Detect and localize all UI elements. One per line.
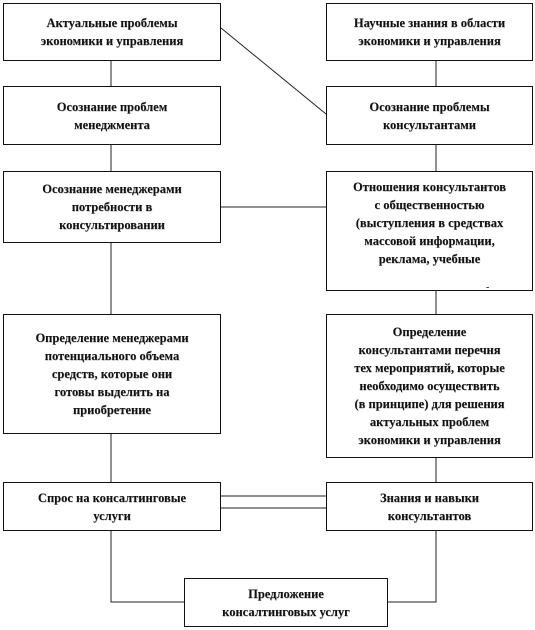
stray-tick-mark: - xyxy=(486,282,490,293)
connector-diagonal xyxy=(221,28,326,114)
box-economic-problems: Актуальные проблемы экономики и управления xyxy=(3,3,221,61)
connector-demand-offer xyxy=(111,531,184,602)
box-consulting-demand: Спрос на консалтинговые услуги xyxy=(3,482,221,531)
box-consultant-awareness: Осознание проблемы консультантами xyxy=(326,86,533,145)
connector-skills-offer xyxy=(388,531,436,602)
box-consulting-offer: Предложение консалтинговых услуг xyxy=(184,578,388,627)
box-budget-volume: Определение менеджерами потенциального объема средств, которые они готовы выделить на приобретение xyxy=(3,314,221,434)
box-consulting-need: Осознание менеджерами потребности в консультировании xyxy=(3,171,221,243)
box-public-relations: Отношения консультантов с общественностью (выступления в средствах массовой информации, реклама, учебные xyxy=(326,171,533,291)
box-consultant-skills: Знания и навыки консультантов xyxy=(326,482,533,531)
box-measures-list: Определение консультантами перечня тех мероприятий, которые необходимо осуществить (в принципе) для решения актуальных проблем экономики и управления xyxy=(326,314,533,458)
box-scientific-knowledge: Научные знания в области экономики и управления xyxy=(326,3,533,61)
box-management-awareness: Осознание проблем менеджмента xyxy=(3,86,221,145)
